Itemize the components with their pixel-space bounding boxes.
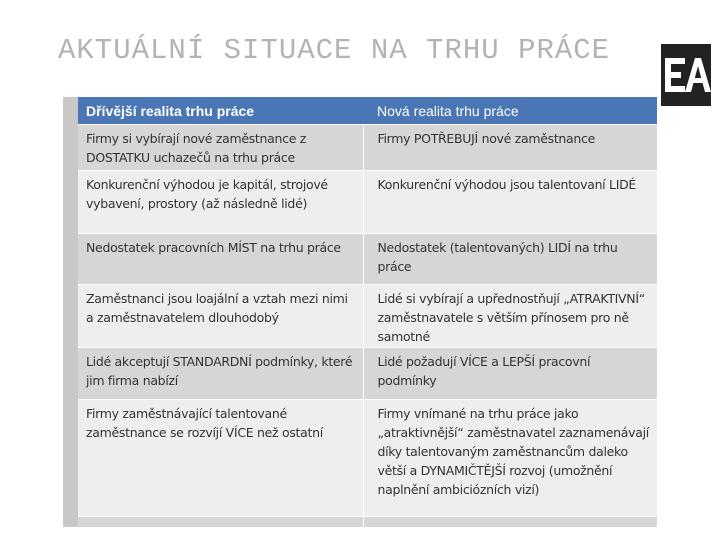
table-row [78,234,657,285]
header-old-reality: Dřívější realita trhu práce [78,97,363,125]
old-reality-cell: Nedostatek pracovních MÍST na trhu práce [78,234,363,285]
new-reality-cell: Konkurenční výhodou jsou talentovaní LIDÉ [363,171,657,234]
table-row [78,348,657,400]
empty-cell [363,517,657,528]
table-row-empty [78,517,657,528]
table-row [78,125,657,171]
new-reality-cell: Firmy vnímané na trhu práce jako „atraktivnější“ zaměstnavatel zaznamenávají díky talentovaným zaměstnancům daleko větší a DYNAMIČTĚJŠÍ rozvoj (umožnění naplnění ambiciózních vizí) [363,400,657,517]
table-left-strip [63,97,79,527]
old-reality-cell: Konkurenční výhodou je kapitál, strojové vybavení, prostory (až následně lidé) [78,171,363,234]
comparison-table [78,97,657,527]
new-reality-cell: Lidé si vybírají a upřednostňují „ATRAKTIVNÍ“ zaměstnavatele s větším přínosem pro ně samotné [363,285,657,348]
header-new-reality: Nová realita trhu práce [363,97,657,125]
old-reality-cell: Zaměstnanci jsou loajální a vztah mezi nimi a zaměstnavatelem dlouhodobý [78,285,363,348]
new-reality-cell: Lidé požadují VÍCE a LEPŠÍ pracovní podmínky [363,348,657,400]
table-row [78,285,657,348]
old-reality-cell: Firmy si vybírají nové zaměstnance z DOSTATKU uchazečů na trhu práce [78,125,363,171]
ea-logo [661,44,711,106]
table-row [78,400,657,517]
table-header-row [78,97,657,125]
new-reality-cell: Nedostatek (talentovaných) LIDÍ na trhu práce [363,234,657,285]
old-reality-cell: Firmy zaměstnávající talentované zaměstnance se rozvíjí VÍCE než ostatní [78,400,363,517]
new-reality-cell: Firmy POTŘEBUJÍ nové zaměstnance [363,125,657,171]
old-reality-cell: Lidé akceptují STANDARDNÍ podmínky, které jim firma nabízí [78,348,363,400]
table-row [78,171,657,234]
empty-cell [78,517,363,528]
slide-title: AKTUÁLNÍ SITUACE NA TRHU PRÁCE [58,34,611,67]
